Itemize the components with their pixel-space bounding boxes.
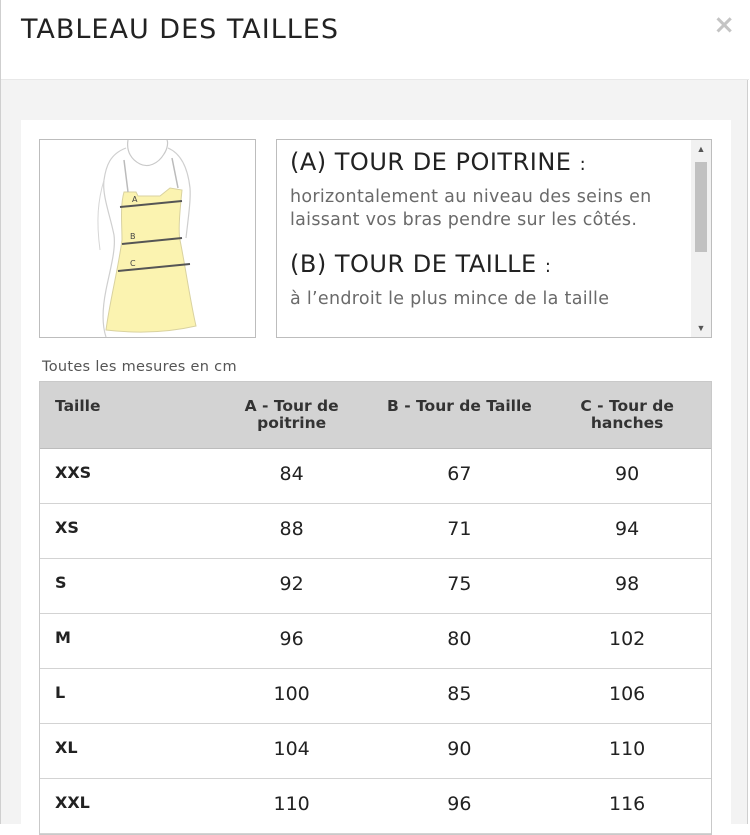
table-row [40, 559, 711, 614]
header-chest-line2: poitrine [257, 414, 327, 432]
cell-size: XXL [55, 793, 90, 812]
header-waist [376, 382, 544, 448]
size-guide-card [21, 120, 731, 830]
size-table [39, 381, 712, 835]
close-icon[interactable]: × [713, 10, 735, 40]
cell-waist: 75 [447, 573, 472, 595]
desc-heading-colon: : [579, 154, 587, 175]
header-chest [208, 382, 376, 448]
table-row [40, 724, 711, 779]
cell-hips: 98 [615, 573, 640, 595]
cell-waist: 71 [447, 518, 472, 540]
cell-size: L [55, 683, 66, 702]
cell-size: XL [55, 738, 78, 757]
cell-waist: 80 [447, 628, 472, 650]
desc-text-chest: horizontalement au niveau des seins en laissant vos bras pendre sur les côtés. [290, 187, 652, 230]
table-row [40, 669, 711, 724]
cell-waist: 96 [447, 793, 472, 815]
descriptions-scroll-content [290, 148, 680, 329]
cell-hips: 90 [615, 463, 640, 485]
figure-label-a: A [132, 195, 138, 204]
table-row [40, 614, 711, 669]
cell-chest: 100 [273, 683, 310, 705]
cell-hips: 106 [609, 683, 646, 705]
figure-label-b: B [130, 232, 136, 241]
header-hips [543, 382, 711, 448]
header-waist-line1: B - Tour de Taille [387, 397, 532, 415]
measurement-descriptions[interactable] [276, 139, 712, 338]
cell-hips: 110 [609, 738, 646, 760]
cell-size: XS [55, 518, 79, 537]
table-row [40, 449, 711, 504]
desc-heading-waist [290, 250, 680, 278]
cell-size: M [55, 628, 71, 647]
desc-heading-chest-text: (A) TOUR DE POITRINE [290, 148, 572, 176]
desc-heading-waist-text: (B) TOUR DE TAILLE [290, 250, 537, 278]
table-header-row [40, 382, 711, 449]
cell-hips: 116 [609, 793, 646, 815]
desc-heading-chest [290, 148, 680, 176]
modal-header [1, 0, 749, 80]
desc-heading-colon: : [544, 256, 552, 277]
header-chest-line1: A - Tour de [244, 397, 339, 415]
modal-title: TABLEAU DES TAILLES [21, 14, 339, 45]
cell-hips: 102 [609, 628, 646, 650]
descriptions-scrollbar[interactable] [691, 140, 711, 337]
cell-chest: 92 [279, 573, 304, 595]
cell-size: S [55, 573, 67, 592]
cell-hips: 94 [615, 518, 640, 540]
figure-label-c: C [130, 259, 136, 268]
cell-waist: 85 [447, 683, 472, 705]
header-hips-line2: hanches [590, 414, 664, 432]
cell-size: XXS [55, 463, 92, 482]
header-size-label: Taille [55, 397, 101, 415]
cell-waist: 67 [447, 463, 472, 485]
header-size [40, 382, 208, 448]
cell-waist: 90 [447, 738, 472, 760]
scroll-up-arrow-icon[interactable]: ▲ [696, 144, 706, 154]
table-row [40, 504, 711, 559]
measurement-figure [39, 139, 256, 338]
cell-chest: 84 [279, 463, 304, 485]
cell-chest: 96 [279, 628, 304, 650]
cell-chest: 104 [273, 738, 310, 760]
dress-measurement-illustration-icon [40, 140, 255, 337]
header-hips-line1: C - Tour de [580, 397, 674, 415]
table-row [40, 779, 711, 834]
unit-note: Toutes les mesures en cm [42, 359, 237, 375]
desc-text-waist: à l’endroit le plus mince de la taille [290, 289, 610, 309]
scroll-down-arrow-icon[interactable]: ▼ [696, 323, 706, 333]
cell-chest: 88 [279, 518, 304, 540]
cell-chest: 110 [273, 793, 310, 815]
scroll-thumb[interactable] [695, 162, 707, 252]
